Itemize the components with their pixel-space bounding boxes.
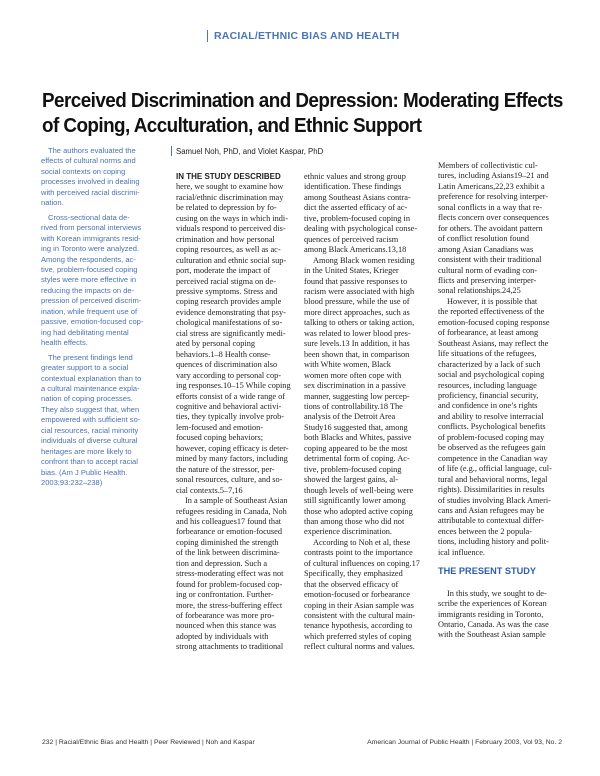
abstract-paragraph: The present findings lend greater support to a social contextual explanation than to a cultural maintenance expla- nation of coping processes. They also suggest that, when empowered with sufficient so- cial resources, racial minority individuals of diverse cultural heritages are more likely to confront than to accept racial bias. (Am J Public Health. 2003;93:232–238) [41, 352, 142, 488]
body-paragraph: In this study, we sought to de- scribe the experiences of Korean immigrants residing in Toronto, Ontario, Canada. As was the case with the Southeast Asian sample [438, 588, 549, 640]
body-column-1 [176, 172, 294, 653]
footer-right: American Journal of Public Health | February 2003, Vol 93, No. 2 [367, 739, 562, 746]
page-footer [42, 739, 562, 746]
section-heading: IN THE STUDY DESCRIBED [176, 172, 281, 181]
body-paragraph: here, we sought to examine how racial/ethnic discrimination may be related to depression by fo- cusing on the ways in which indi- viduals respond to perceived dis- crimination and how personal coping resources, as well as ac- culturation and ethnic social sup- port, moderate the impact of perceived racial stigma on de- pressive symptoms. Stress and coping research provides ample evidence demonstrating that psy- chological manifestations of so- cial stress are significantly medi- ated by personal coping behaviors.1–8 Health conse- quences of discrimination also vary according to personal cop- ing responses.10–15 While coping efforts consist of a wide range of cognitive and behavioral activi- ties, they typically involve prob- lem-focused and emotion- focused coping behaviors; however, coping efficacy is deter- mined by many factors, including the nature of the stressor, per- sonal resources, culture, and so- cial contexts.5–7,16 [176, 182, 291, 495]
header-rule [207, 30, 208, 42]
body-paragraph: In a sample of Southeast Asian refugees residing in Canada, Noh and his colleagues17 found that forbearance or emotion-focused coping diminished the strength of the link between discrimina- tion and depression. Such a stress-moderating effect was not found for problem-focused cop- ing or confrontation. Further- more, the stress-buffering effect of forbearance was more pro- nounced when this stance was adopted by individuals with strong attachments to traditional [176, 496, 288, 652]
title-line-1: Perceived Discrimination and Depression: Moderating Effects [42, 89, 563, 112]
body-paragraph: Among Black women residing in the United States, Krieger found that passive responses to racism were associated with high blood pressure, while the use of more direct approaches, such as talking to others or taking action, was related to lower blood pres- sure levels.13 In addition, it has been shown that, in comparison with White women, Black women more often cope with sex discrimination in a passive manner, suggesting low percep- tions of controllability.18 The analysis of the Detroit Area Study16 suggested that, among both Blacks and Whites, passive coping appeared to be the most detrimental form of coping. Ac- tive, problem-focused coping showed the largest gains, al- though levels of well-being were still significantly lower among those who adopted active coping than among those who did not experience discrimination. [304, 255, 415, 537]
footer-left: 232 | Racial/Ethnic Bias and Health | Peer Reviewed | Noh and Kaspar [42, 739, 255, 746]
body-paragraph: Members of collectivistic cul- tures, including Asians19–21 and Latin Americans,22,23 exhibit a preference for resolving interper- sonal conflicts in a way that re- flects concern over consequences for others. The avoidant pattern of conflict resolution found among Asian Canadians was consistent with their traditional cultural norm of evading con- flicts and preserving interper- sonal relationships.24,25 [438, 161, 549, 296]
abstract [41, 146, 166, 493]
body-paragraph: ethnic values and strong group identification. These findings among Southeast Asians contra- dict the asserted efficacy of ac- tive, problem-focused coping in dealing with psychological conse- quences of perceived racism among Black Americans.13,18 [304, 172, 418, 255]
section-tag: RACIAL/ETHNIC BIAS AND HEALTH [214, 30, 400, 42]
section-heading: THE PRESENT STUDY [438, 566, 537, 577]
title-line-2: of Coping, Acculturation, and Ethnic Support [42, 114, 422, 137]
authors: Samuel Noh, PhD, and Violet Kaspar, PhD [176, 147, 324, 156]
body-paragraph: However, it is possible that the reported effectiveness of the emotion-focused coping response of forbearance, at least among Southeast Asians, may reflect the life situations of the refugees, characterized by a lack of such social and psychological coping resources, including language proficiency, financial security, and confidence in one’s rights and ability to resolve interracial conflicts. Psychological benefits of problem-focused coping may be observed as the refugees gain competence in the Canadian way of life (e.g., official language, cul- tural and behavioral norms, legal rights). Dissimilarities in results of studies involving Black Ameri- cans and Asian refugees may be attributable to contextual differ- ences between the 2 popula- tions, including history and polit- ical influence. [438, 296, 552, 557]
body-column-3 [438, 161, 564, 641]
abstract-paragraph: Cross-sectional data de- rived from personal interviews with Korean immigrants resid- ing in Toronto were analyzed. Among the respondents, ac- tive, problem-focused coping styles were more effective in reducing the impacts on de- pression of perceived discrim- ination, while frequent use of passive, emotion-focused cop- ing had debilitating mental health effects. [41, 212, 144, 348]
author-rule [171, 146, 172, 156]
abstract-paragraph: The authors evaluated the effects of cultural norms and social contexts on coping processes involved in dealing with perceived racial discrimi- nation. [41, 146, 140, 208]
article-title [42, 88, 563, 138]
body-paragraph: According to Noh et al, these contrasts point to the importance of cultural influences on coping.17 Specifically, they emphasized that the observed efficacy of emotion-focused or forbearance coping in their Asian sample was consistent with the cultural main- tenance hypothesis, according to which preferred styles of coping reflect cultural norms and values. [304, 537, 420, 652]
body-column-2 [304, 172, 424, 653]
